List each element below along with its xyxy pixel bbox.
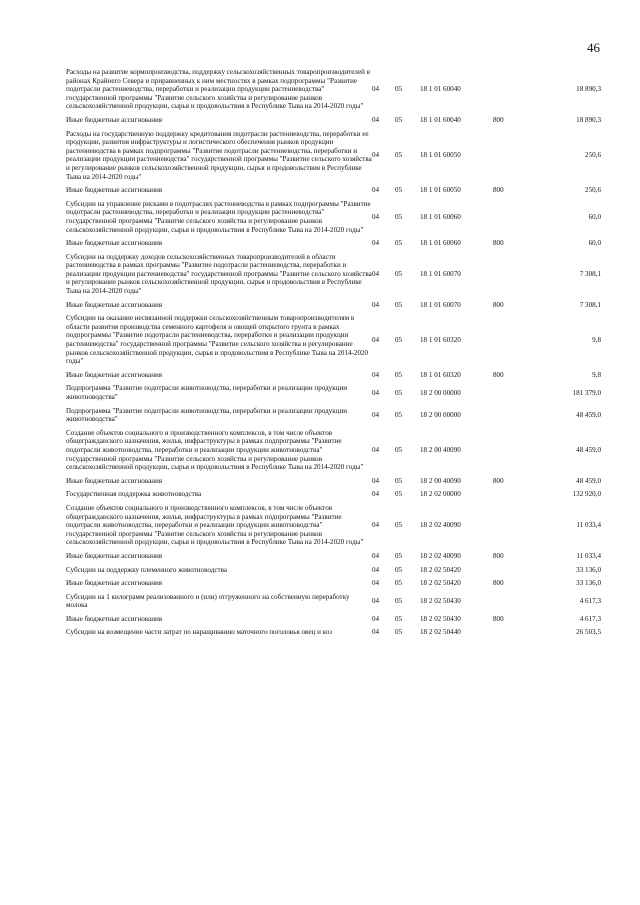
row-name: Иные бюджетные ассигнования bbox=[66, 115, 163, 124]
row-target-article: 18 1 01 60070 bbox=[420, 269, 461, 278]
row-section-code: 04 bbox=[372, 551, 380, 560]
row-amount: 7 308,1 bbox=[579, 300, 601, 309]
row-subsection-code: 05 bbox=[395, 335, 403, 344]
row-section-code: 04 bbox=[372, 521, 380, 530]
row-name: Расходы на государственную поддержку кредитования подотрасли растениеводства, переработки ее продукции, развития инфраструктуры и логистического обеспечения рынков продукции растениеводства в рамках подпрограммы "Развитие подотрасли растениеводства, переработки и реализации продукции растениеводства" государственной программы "Развитие сельского хозяйства и регулирование рынков сельскохозяйственной продукции, сырья и продовольствия в Республике Тыва на 2014-2020 годы" bbox=[66, 129, 372, 181]
row-expense-type bbox=[493, 68, 521, 111]
row-amount: 33 136,0 bbox=[576, 565, 601, 574]
row-section-code: 04 bbox=[372, 85, 380, 94]
row-amount: 4 617,3 bbox=[579, 596, 601, 605]
row-subsection-code: 05 bbox=[395, 551, 403, 560]
row-amount: 132 920,0 bbox=[572, 490, 601, 499]
row-section-code: 04 bbox=[372, 335, 380, 344]
row-target-article: 18 1 01 60320 bbox=[420, 370, 461, 379]
row-target-article: 18 2 02 50430 bbox=[420, 596, 461, 605]
row-section-code: 04 bbox=[372, 151, 380, 160]
row-subsection-code: 05 bbox=[395, 596, 403, 605]
row-amount: 250,6 bbox=[585, 186, 601, 195]
row-subsection-code: 05 bbox=[395, 521, 403, 530]
row-section-code: 04 bbox=[372, 579, 380, 588]
row-name: Иные бюджетные ассигнования bbox=[66, 300, 163, 309]
row-subsection-code: 05 bbox=[395, 579, 403, 588]
row-name: Субсидии на возмещение части затрат по наращиванию маточного поголовья овец и коз bbox=[66, 628, 333, 637]
row-target-article: 18 2 02 50430 bbox=[420, 614, 461, 623]
row-amount: 4 617,3 bbox=[579, 614, 601, 623]
row-expense-type bbox=[493, 130, 521, 182]
row-name: Подпрограмма "Развитие подотрасли животноводства, переработки и реализации продукции животноводства" bbox=[66, 384, 348, 401]
row-amount: 48 459,0 bbox=[576, 445, 601, 454]
row-name: Субсидии на поддержку доходов сельскохозяйственных товаропроизводителей в области растениеводства в рамках программы "Развитие подотрасли растениеводства, переработки и реализации продукции растениеводства" государственной программы "Развитие сельского хозяйства и регулирование рынков сельскохозяйственной продукции, сырья и продовольствия в Республике Тыва на 2014-2020 годы" bbox=[66, 252, 372, 296]
row-subsection-code: 05 bbox=[395, 212, 403, 221]
row-amount: 26 503,5 bbox=[576, 628, 601, 637]
row-section-code: 04 bbox=[372, 565, 380, 574]
row-target-article: 18 1 01 60060 bbox=[420, 212, 461, 221]
row-target-article: 18 2 02 40090 bbox=[420, 551, 461, 560]
table-row bbox=[66, 116, 601, 125]
table-row bbox=[66, 68, 601, 111]
row-name: Расходы на развитие кормопроизводства, поддержку сельскохозяйственных товаропроизводителей в районах Крайнего Севера и приравненных к ним местностях в рамках подпрограммы "Развитие подотрасли растениеводства, переработки и реализации продукции растениеводства" государственной программы "Развитие сельского хозяйства и регулирование рынков сельскохозяйственной продукции, сырья и продовольствия в Республике Тыва на 2014-2020 годы" bbox=[66, 68, 371, 111]
table-row bbox=[66, 566, 601, 575]
row-section-code: 04 bbox=[372, 370, 380, 379]
row-name: Создание объектов социального и производственного комплексов, в том числе объектов общегражданского назначения, жилья, инфраструктуры в рамках подпрограммы "Развитие подотрасли животноводства, переработки и реализации продукции животноводства" государственной программы "Развитие сельского хозяйства и регулирование рынков сельскохозяйственной продукции, сырья и продовольствия в Республике Тыва на 2014-2020 годы" bbox=[66, 503, 364, 547]
row-expense-type bbox=[493, 429, 521, 472]
row-amount: 33 136,0 bbox=[576, 579, 601, 588]
row-section-code: 04 bbox=[372, 490, 380, 499]
table-row bbox=[66, 490, 601, 499]
row-expense-type bbox=[493, 504, 521, 547]
row-target-article: 18 2 02 50440 bbox=[420, 628, 461, 637]
row-name: Иные бюджетные ассигнования bbox=[66, 579, 163, 588]
table-row bbox=[66, 429, 601, 472]
row-name: Иные бюджетные ассигнования bbox=[66, 239, 163, 248]
row-expense-type bbox=[493, 593, 521, 610]
row-section-code: 04 bbox=[372, 596, 380, 605]
row-amount: 11 033,4 bbox=[576, 521, 601, 530]
row-name: Подпрограмма "Развитие подотрасли животноводства, переработки и реализации продукции животноводства" bbox=[66, 406, 348, 424]
row-target-article: 18 2 02 00000 bbox=[420, 490, 461, 499]
row-expense-type bbox=[493, 628, 521, 637]
row-target-article: 18 1 01 60050 bbox=[420, 186, 461, 195]
row-target-article: 18 2 02 50420 bbox=[420, 565, 461, 574]
row-target-article: 18 2 00 00000 bbox=[420, 410, 461, 419]
row-expense-type bbox=[493, 314, 521, 366]
row-name: Иные бюджетные ассигнования bbox=[66, 551, 163, 560]
table-row bbox=[66, 628, 601, 637]
row-amount: 7 308,1 bbox=[579, 269, 601, 278]
row-section-code: 04 bbox=[372, 269, 380, 278]
row-name: Иные бюджетные ассигнования bbox=[66, 370, 163, 379]
row-section-code: 04 bbox=[372, 239, 380, 248]
table-row bbox=[66, 200, 601, 234]
row-subsection-code: 05 bbox=[395, 565, 403, 574]
row-target-article: 18 1 01 60060 bbox=[420, 239, 461, 248]
row-section-code: 04 bbox=[372, 410, 380, 419]
row-subsection-code: 05 bbox=[395, 628, 403, 637]
row-subsection-code: 05 bbox=[395, 151, 403, 160]
row-section-code: 04 bbox=[372, 614, 380, 623]
row-expense-type bbox=[493, 384, 521, 401]
table-row bbox=[66, 186, 601, 195]
row-target-article: 18 2 02 40090 bbox=[420, 521, 461, 530]
page-number: 46 bbox=[587, 40, 600, 55]
table-row bbox=[66, 130, 601, 182]
row-amount: 9,8 bbox=[592, 370, 601, 379]
row-expense-type: 800 bbox=[493, 115, 504, 124]
row-amount: 181 379,0 bbox=[572, 388, 601, 397]
row-amount: 18 890,3 bbox=[576, 115, 601, 124]
row-name: Субсидии на оказание несвязанной поддержки сельскохозяйственным товаропроизводителям в области развития производства семенного картофеля и овощей открытого грунта в рамках подпрограммы "Развитие подотрасли растениеводства, переработки и реализации продукции растениеводства" государственной программы "Развитие сельского хозяйства и регулирование рынков сельскохозяйственной продукции, сырья и продовольствия в Республике Тыва на 2014-2020 годы" bbox=[66, 314, 369, 366]
row-subsection-code: 05 bbox=[395, 186, 403, 195]
row-subsection-code: 05 bbox=[395, 85, 403, 94]
row-expense-type bbox=[493, 407, 521, 424]
table-row bbox=[66, 239, 601, 248]
row-expense-type bbox=[493, 200, 521, 234]
row-expense-type: 800 bbox=[493, 186, 504, 195]
row-amount: 60,0 bbox=[588, 212, 601, 221]
table-row bbox=[66, 301, 601, 310]
budget-table-body bbox=[66, 68, 601, 637]
row-name: Субсидии на управление рисками в подотраслях растениеводства в рамках подпрограммы "Развитие подотрасли растениеводства, переработки и реализации продукции растениеводства" государственной программы "Развитие сельского хозяйства и регулирование рынков сельскохозяйственной продукции, сырья и продовольствия в Республике Тыва на 2014-2020 годы" bbox=[66, 199, 371, 234]
table-row bbox=[66, 593, 601, 610]
row-expense-type: 800 bbox=[493, 614, 504, 623]
row-name: Субсидии на поддержку племенного животноводства bbox=[66, 565, 227, 574]
table-row bbox=[66, 384, 601, 401]
table-row bbox=[66, 579, 601, 588]
row-name: Иные бюджетные ассигнования bbox=[66, 476, 163, 485]
row-subsection-code: 05 bbox=[395, 388, 403, 397]
row-section-code: 04 bbox=[372, 212, 380, 221]
row-expense-type: 800 bbox=[493, 551, 504, 560]
table-row bbox=[66, 253, 601, 296]
row-name: Создание объектов социального и производственного комплексов, в том числе объектов общегражданского назначения, жилья, инфраструктуры в рамках подпрограммы "Развитие подотрасли животноводства, переработки и реализации продукции животноводства" государственной программы "Развитие сельского хозяйства и регулирование рынков сельскохозяйственной продукции, сырья и продовольствия в Республике Тыва на 2014-2020 годы" bbox=[66, 428, 364, 472]
row-section-code: 04 bbox=[372, 115, 380, 124]
row-target-article: 18 1 01 60050 bbox=[420, 151, 461, 160]
table-row bbox=[66, 552, 601, 561]
table-row bbox=[66, 615, 601, 624]
row-section-code: 04 bbox=[372, 186, 380, 195]
row-section-code: 04 bbox=[372, 445, 380, 454]
row-subsection-code: 05 bbox=[395, 445, 403, 454]
row-name: Иные бюджетные ассигнования bbox=[66, 186, 163, 195]
row-name: Государственная поддержка животноводства bbox=[66, 490, 202, 499]
row-subsection-code: 05 bbox=[395, 614, 403, 623]
row-amount: 18 890,3 bbox=[576, 85, 601, 94]
table-row bbox=[66, 407, 601, 424]
row-subsection-code: 05 bbox=[395, 269, 403, 278]
row-expense-type: 800 bbox=[493, 579, 504, 588]
table-row bbox=[66, 477, 601, 486]
table-row bbox=[66, 371, 601, 380]
row-subsection-code: 05 bbox=[395, 239, 403, 248]
row-subsection-code: 05 bbox=[395, 115, 403, 124]
row-expense-type bbox=[493, 253, 521, 296]
row-subsection-code: 05 bbox=[395, 300, 403, 309]
row-target-article: 18 1 01 60040 bbox=[420, 115, 461, 124]
row-subsection-code: 05 bbox=[395, 370, 403, 379]
row-target-article: 18 1 01 60070 bbox=[420, 300, 461, 309]
row-name: Иные бюджетные ассигнования bbox=[66, 614, 163, 623]
row-target-article: 18 2 00 00000 bbox=[420, 388, 461, 397]
budget-table bbox=[66, 68, 601, 637]
row-expense-type bbox=[493, 566, 521, 575]
row-expense-type: 800 bbox=[493, 476, 504, 485]
row-section-code: 04 bbox=[372, 388, 380, 397]
row-target-article: 18 2 00 40090 bbox=[420, 445, 461, 454]
row-subsection-code: 05 bbox=[395, 476, 403, 485]
row-section-code: 04 bbox=[372, 476, 380, 485]
row-amount: 48 459,0 bbox=[576, 410, 601, 419]
row-amount: 9,8 bbox=[592, 335, 601, 344]
table-row bbox=[66, 314, 601, 366]
row-target-article: 18 2 02 50420 bbox=[420, 579, 461, 588]
row-target-article: 18 1 01 60040 bbox=[420, 85, 461, 94]
table-row bbox=[66, 504, 601, 547]
row-amount: 48 459,0 bbox=[576, 476, 601, 485]
row-expense-type: 800 bbox=[493, 239, 504, 248]
row-subsection-code: 05 bbox=[395, 490, 403, 499]
row-expense-type bbox=[493, 490, 521, 499]
row-subsection-code: 05 bbox=[395, 410, 403, 419]
row-target-article: 18 1 01 60320 bbox=[420, 335, 461, 344]
row-section-code: 04 bbox=[372, 300, 380, 309]
row-amount: 60,0 bbox=[588, 239, 601, 248]
row-amount: 250,6 bbox=[585, 151, 601, 160]
row-name: Субсидии на 1 килограмм реализованного и (или) отгруженного на собственную переработку молока bbox=[66, 592, 350, 610]
row-target-article: 18 2 00 40090 bbox=[420, 476, 461, 485]
row-expense-type: 800 bbox=[493, 300, 504, 309]
row-expense-type: 800 bbox=[493, 370, 504, 379]
row-section-code: 04 bbox=[372, 628, 380, 637]
row-amount: 11 033,4 bbox=[576, 551, 601, 560]
